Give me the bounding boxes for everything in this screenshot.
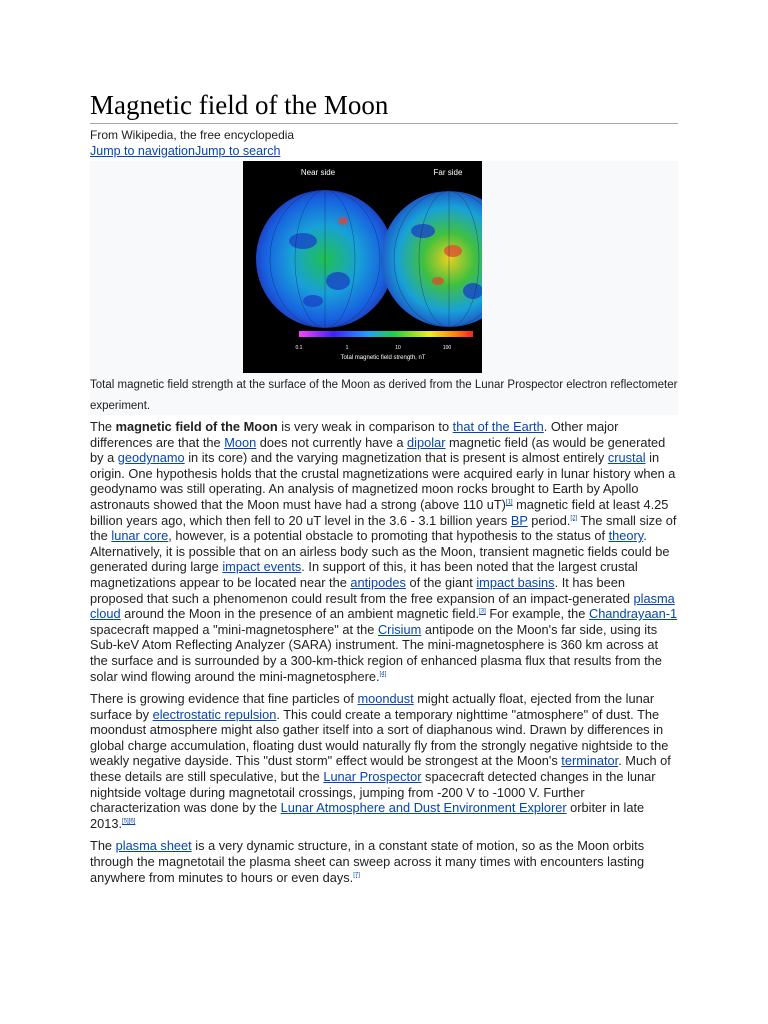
scale-tick-label: 100 bbox=[442, 345, 452, 351]
paragraph-2 bbox=[90, 691, 678, 831]
link-antipodes[interactable]: antipodes bbox=[350, 574, 406, 590]
scale-axis-label: Total magnetic field strength, nT bbox=[340, 355, 426, 361]
link-theory[interactable]: theory bbox=[608, 528, 644, 544]
near-side-label: Near side bbox=[300, 168, 336, 177]
reference-link[interactable]: [2] bbox=[570, 515, 578, 522]
figure-caption: Total magnetic field strength at the surface of the Moon as derived from the Lunar Prospector electron reflectometer experiment. bbox=[90, 379, 678, 412]
reference-link[interactable]: [4] bbox=[379, 671, 387, 678]
far-side-label: Far side bbox=[433, 168, 463, 177]
scale-tick-label: 0.1 bbox=[295, 345, 303, 351]
text: The small size of the bbox=[90, 512, 677, 544]
text: The bbox=[90, 419, 116, 434]
text: is a very dynamic structure, in a constant state of motion, so as the Moon orbits through the magnetotail the plasma sheet can sweep across it many times with encounters lasting anywhere from minutes to hours or even days. bbox=[90, 838, 645, 885]
text: , however, is a potential obstacle to promoting that hypothesis to the status of bbox=[168, 528, 609, 544]
text: There is growing evidence that fine particles of bbox=[90, 691, 358, 707]
article-content bbox=[90, 88, 678, 892]
link-crisium[interactable]: Crisium bbox=[377, 621, 422, 637]
site-subtitle: From Wikipedia, the free encyclopedia bbox=[90, 128, 295, 142]
reference-link[interactable]: [1] bbox=[505, 499, 513, 506]
text: might actually float, ejected from the lunar surface by bbox=[90, 691, 655, 722]
link-electrostatic-repulsion[interactable]: electrostatic repulsion bbox=[152, 706, 277, 722]
far-side-globe bbox=[381, 191, 482, 327]
text: in origin. One hypothesis holds that the crustal magnetizations were acquired early in lunar history when a geodynamo was still operating. An analysis of magnetized moon rocks brought to Earth by Apollo astronauts showed that the Moon must have had a strong (above 110 uT) bbox=[90, 450, 676, 512]
link-geodynamo[interactable]: geodynamo bbox=[117, 450, 185, 466]
text: period. bbox=[527, 512, 571, 528]
scale-tick-label: 10 bbox=[395, 345, 401, 351]
link-impact-events[interactable]: impact events bbox=[222, 559, 302, 575]
page-title: Magnetic field of the Moon bbox=[90, 88, 678, 124]
link-impact-basins[interactable]: impact basins bbox=[476, 574, 555, 590]
text: . Alternatively, it is possible that on an airless body such as the Moon, transient magnetic fields could be generated during large bbox=[90, 528, 670, 575]
bold-term: magnetic field of the Moon bbox=[115, 419, 278, 434]
reference-link[interactable]: [5][6] bbox=[122, 818, 136, 825]
link-crustal[interactable]: crustal bbox=[607, 450, 646, 466]
link-dipolar[interactable]: dipolar bbox=[407, 434, 446, 450]
link-bp[interactable]: BP bbox=[510, 512, 528, 528]
thumbnail-figure bbox=[90, 161, 678, 415]
text: magnetic field at least 4.25 billion years ago, which then fell to 20 uT level in the 3.6 - 3.1 billion years bbox=[90, 496, 669, 528]
text: For example, the bbox=[485, 606, 589, 622]
scale-tick-label: 1 bbox=[345, 345, 349, 351]
text: around the Moon in the presence of an ambient magnetic field. bbox=[120, 606, 480, 622]
text: in its core) and the varying magnetization that is present is almost entirely bbox=[184, 450, 608, 466]
text: . This could create a temporary nighttime "atmosphere" of dust. The moondust atmosphere might also gather itself into a sort of diaphanous wind. Drawn by differences in global charge accumulation, floating dust would naturally fly from the strongly negative nightside to the weakly negative dayside. This "dust storm" effect would be strongest at the Moon's bbox=[90, 706, 669, 769]
paragraph-1 bbox=[90, 419, 678, 684]
link-plasma-sheet[interactable]: plasma sheet bbox=[115, 838, 192, 854]
text: spacecraft detected changes in the lunar nightside voltage during magnetotail crossings, jumping from -200 V to -1000 V. Further characterization was done by the bbox=[90, 769, 656, 816]
jump-to-search-link[interactable]: Jump to search bbox=[194, 144, 281, 158]
link-moondust[interactable]: moondust bbox=[357, 691, 414, 707]
text: The bbox=[90, 838, 116, 854]
text: . Much of these details are still speculative, but the bbox=[90, 753, 671, 785]
jump-to-navigation-link[interactable]: Jump to navigation bbox=[90, 144, 195, 158]
moon-magnetic-map-image[interactable] bbox=[243, 161, 482, 373]
link-ladee[interactable]: Lunar Atmosphere and Dust Environment Explorer bbox=[280, 800, 567, 816]
link-earth-magnetic-field[interactable]: that of the Earth bbox=[452, 419, 544, 434]
link-chandrayaan-1[interactable]: Chandrayaan-1 bbox=[588, 606, 678, 622]
text: magnetic field (as would be generated by a bbox=[90, 434, 666, 466]
moon-map-graphic bbox=[243, 161, 482, 373]
paragraph-3 bbox=[90, 838, 678, 885]
reference-link[interactable]: [7] bbox=[353, 872, 360, 879]
article-body bbox=[90, 419, 678, 885]
text: of the giant bbox=[405, 574, 477, 590]
link-moon[interactable]: Moon bbox=[224, 434, 257, 450]
text: antipode on the Moon's far side, using its Sub-keV Atom Reflecting Analyzer (SARA) instrument. The mini-magnetosphere is 360 km across at the surface and is surrounded by a 300-km-thick region of enhanced plasma flux that results from the solar wind flowing around the mini-magnetosphere. bbox=[90, 621, 662, 684]
jump-links bbox=[90, 143, 678, 159]
text: is very weak in comparison to bbox=[277, 419, 453, 434]
link-terminator[interactable]: terminator bbox=[561, 753, 619, 769]
text: . It has been proposed that such a phenomenon could result from the free expansion of an impact-generated bbox=[90, 574, 634, 606]
text: . In support of this, it has been noted that the largest crustal magnetizations appear to be located near the bbox=[90, 559, 638, 590]
link-lunar-core[interactable]: lunar core bbox=[111, 528, 169, 544]
text: spacecraft mapped a "mini-magnetosphere" at the bbox=[90, 621, 378, 637]
reference-link[interactable]: [3] bbox=[479, 608, 486, 615]
link-plasma-cloud[interactable]: plasma cloud bbox=[90, 590, 675, 622]
text: . Other major differences are that the bbox=[90, 419, 619, 450]
link-lunar-prospector[interactable]: Lunar Prospector bbox=[323, 769, 422, 785]
color-scale-bar bbox=[299, 331, 473, 337]
text: orbiter in late 2013. bbox=[90, 800, 645, 831]
text: does not currently have a bbox=[256, 434, 408, 450]
